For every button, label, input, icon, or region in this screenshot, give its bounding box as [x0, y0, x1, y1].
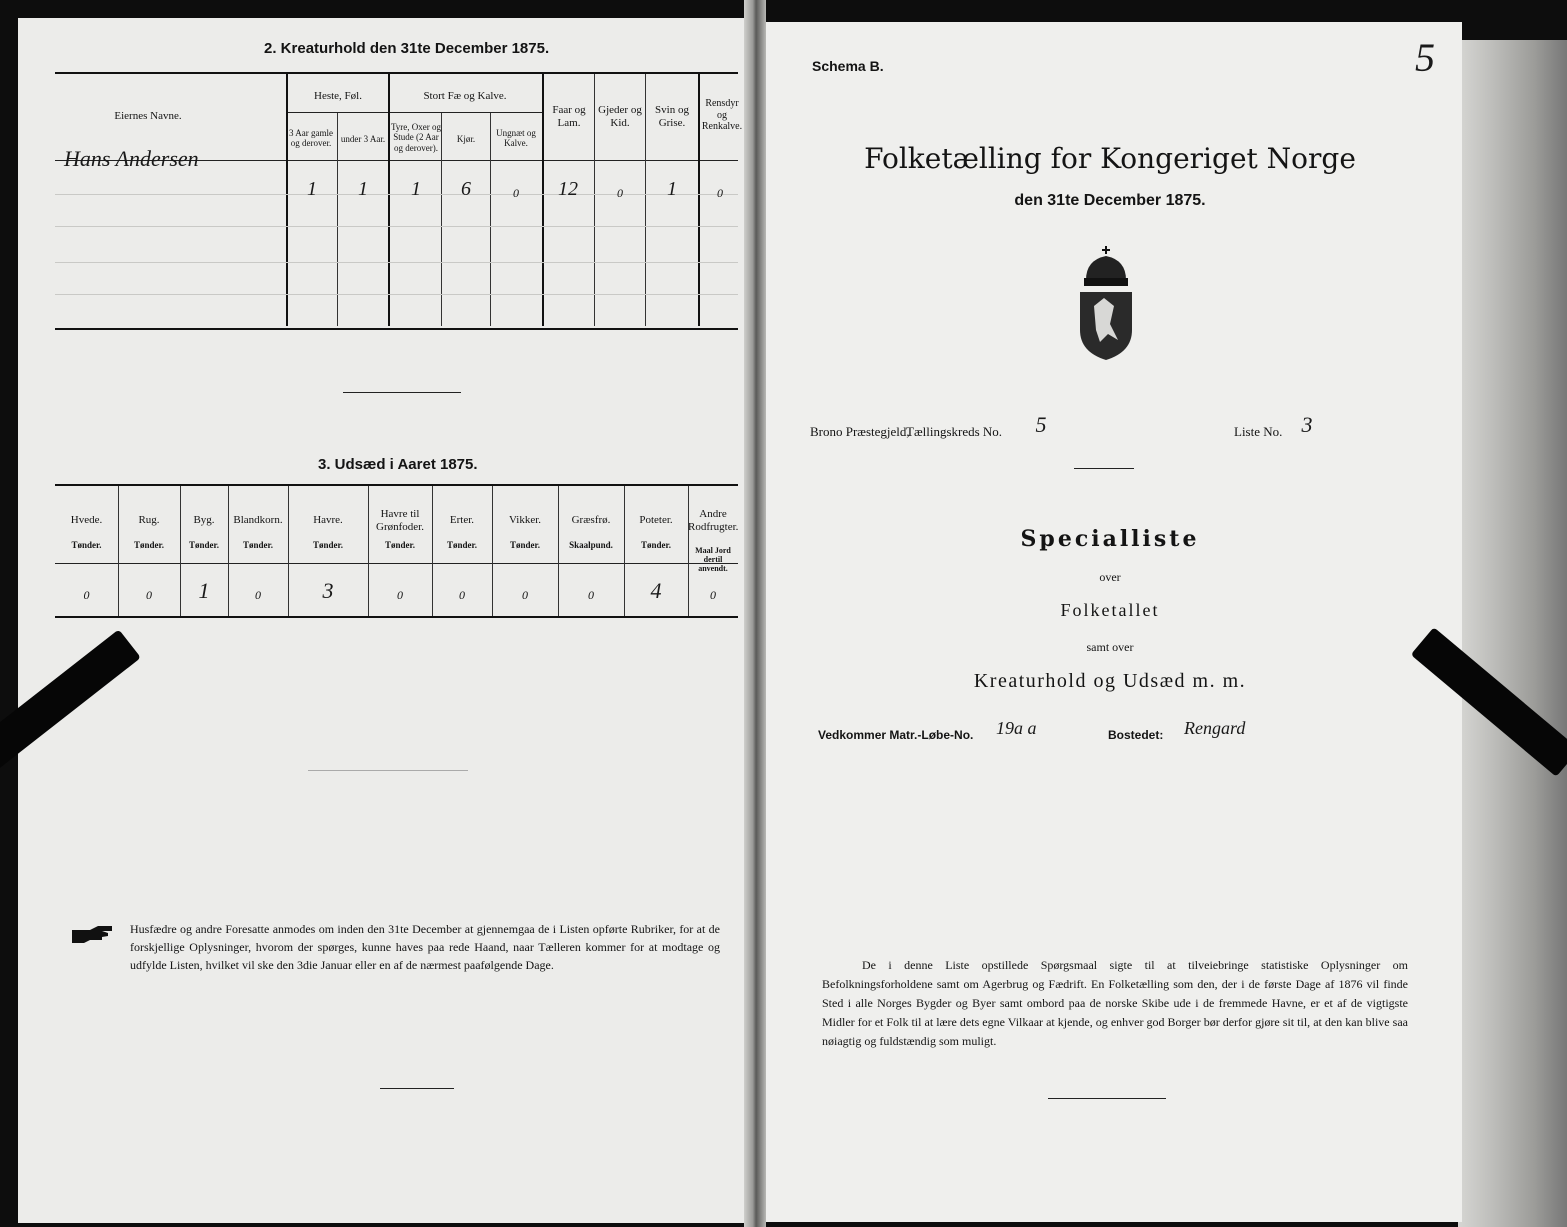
main-title: Folketælling for Kongeriget Norge: [864, 142, 1356, 175]
horses-header: Heste, Føl.: [314, 90, 362, 102]
owner-name: Hans Andersen: [64, 146, 199, 171]
row-rule: [55, 294, 738, 295]
section3-title: 3. Udsæd i Aaret 1875.: [318, 456, 478, 473]
right-page: [760, 22, 1462, 1222]
row-rule: [55, 226, 738, 227]
value-oxen: 1: [411, 178, 421, 200]
col-rule: [624, 486, 625, 616]
goats-header: Gjeder og Kid.: [598, 104, 642, 129]
crop-unit: Tønder.: [313, 540, 343, 550]
crop-value: 0: [83, 588, 90, 602]
district-label: Tællingskreds No.: [906, 424, 1003, 439]
crop-unit: Maal Jord dertil anvendt.: [695, 546, 731, 574]
crop-unit: Tønder.: [243, 540, 273, 550]
col-rule: [388, 74, 390, 326]
col-rule: [180, 486, 181, 616]
separator: [308, 770, 468, 771]
date-line: den 31te December 1875.: [1014, 192, 1206, 209]
value-reindeer: 0: [717, 186, 723, 200]
col-rule: [558, 486, 559, 616]
crop-unit: Tønder.: [189, 540, 219, 550]
crop-unit: Skaalpund.: [569, 540, 613, 550]
crop-header: Vikker.: [508, 514, 542, 526]
crop-unit: Tønder.: [510, 540, 540, 550]
notice-text: Husfædre og andre Foresatte anmodes om inden den 31te December at gjennemgaa de i Listen opførte Rubriker, for at de forskjellige Oplysninger, hvorom der spørges, kunne haves paa rede Haand, naar Tælleren kommer for at modtage og udfylde Listen, hvilket vil ske den 3die Januar eller en af de nærmest paafølgende Dage.: [130, 922, 720, 972]
col-rule: [542, 74, 544, 326]
table3-top-rule: [55, 484, 738, 486]
matr-value: 19a a: [996, 718, 1037, 738]
pigs-header: Svin og Grise.: [655, 104, 689, 129]
section2-title: 2. Kreaturhold den 31te December 1875.: [264, 40, 550, 57]
separator: [1048, 1098, 1166, 1099]
crop-value: 0: [459, 588, 465, 602]
crop-header: Græsfrø.: [571, 514, 611, 526]
left-page: [18, 18, 750, 1223]
crop-value: 0: [710, 588, 716, 602]
sheep-header: Faar og Lam.: [552, 104, 586, 129]
reindeer-header: Rensdyr og Renkalve.: [701, 98, 743, 132]
col-rule: [288, 486, 289, 616]
separator: [380, 1088, 454, 1089]
col-rule: [492, 486, 493, 616]
matr-label: Vedkommer Matr.-Løbe-No.: [818, 728, 974, 742]
subheader-rule: [288, 112, 542, 113]
cattle-header: Stort Fæ og Kalve.: [423, 90, 507, 102]
district-number: 5: [1035, 412, 1047, 437]
col-rule: [688, 486, 689, 616]
pointing-hand-icon: [70, 924, 116, 944]
separator: [343, 392, 461, 393]
col-rule: [594, 74, 595, 326]
value-goats: 0: [617, 186, 623, 200]
kreatur-line: Kreaturhold og Udsæd m. m.: [973, 670, 1247, 692]
cattle-cows-header: Kjør.: [456, 134, 476, 144]
crop-value: 3: [322, 578, 334, 603]
book-gutter: [744, 0, 766, 1227]
table3-bottom-rule: [55, 616, 738, 618]
crop-header: Havre til Grønfoder.: [376, 508, 424, 533]
bosted-label: Bostedet:: [1108, 728, 1164, 742]
crop-value: 0: [522, 588, 528, 602]
parish-label: Brono Præstegjeld,: [810, 424, 910, 439]
crop-value: 1: [198, 578, 210, 603]
crop-value: 0: [146, 588, 152, 602]
crop-header: Rug.: [138, 514, 160, 526]
folketallet: Folketallet: [1060, 600, 1160, 620]
value-cows: 6: [461, 178, 471, 200]
crop-header: Havre.: [313, 514, 343, 526]
col-rule: [228, 486, 229, 616]
crop-unit: Tønder.: [385, 540, 415, 550]
value-horses-3plus: 1: [307, 178, 317, 200]
crop-header: Andre Rodfrugter.: [688, 508, 739, 533]
crop-value: 0: [255, 588, 261, 602]
col-rule: [432, 486, 433, 616]
list-number: 3: [1301, 412, 1313, 437]
bosted-value: Rengard: [1184, 718, 1246, 738]
table-top-rule: [55, 72, 738, 74]
col-rule: [118, 486, 119, 616]
col-rule: [645, 74, 646, 326]
horses-under3-header: under 3 Aar.: [340, 134, 386, 144]
cattle-oxen-header: Tyre, Oxer og Stude (2 Aar og derover).: [390, 122, 442, 153]
separator: [1074, 468, 1134, 469]
crop-header: Blandkorn.: [233, 514, 283, 526]
horses-3plus-header: 3 Aar gamle og derover.: [289, 128, 333, 149]
table-bottom-rule: [55, 328, 738, 330]
crop-value: 0: [588, 588, 594, 602]
crop-unit: Tønder.: [641, 540, 671, 550]
value-horses-under3: 1: [358, 178, 368, 200]
coat-of-arms-icon: [1074, 244, 1138, 362]
crop-header: Poteter.: [639, 514, 673, 526]
col-rule: [286, 74, 288, 326]
table3-header-rule: [55, 563, 738, 564]
crop-header: Erter.: [449, 514, 475, 526]
cattle-young-header: Ungnæt og Kalve.: [496, 128, 536, 149]
crop-value: 0: [397, 588, 403, 602]
book-edge: [1458, 40, 1567, 1227]
crop-unit: Tønder.: [134, 540, 164, 550]
page-number: 5: [1415, 35, 1435, 80]
crop-unit: Tønder.: [71, 540, 102, 550]
owner-header: Eiernes Navne.: [114, 110, 182, 122]
col-rule: [368, 486, 369, 616]
list-label: Liste No.: [1234, 424, 1283, 439]
col-rule: [698, 74, 700, 326]
over-1: over: [1099, 570, 1121, 584]
samt-over: samt over: [1086, 640, 1134, 654]
crop-value: 4: [650, 578, 662, 603]
value-sheep: 12: [558, 178, 578, 200]
value-pigs: 1: [667, 178, 677, 200]
schema-label: Schema B.: [812, 58, 884, 74]
crop-header: Byg.: [193, 514, 215, 526]
special-title: Specialliste: [1020, 526, 1200, 552]
row-rule: [55, 262, 738, 263]
value-young-cattle: 0: [513, 186, 519, 200]
crop-header: Hvede.: [70, 514, 103, 526]
explanation-text: De i denne Liste opstillede Spørgsmaal sigte til at tilveiebringe statistiske Oplysninger om Befolkningsforholdene samt om Agerbrug og Fædrift. En Folketælling som den, der i de første Dage af 1876 vil finde Sted i alle Norges Bygder og Byer samt ombord paa de norske Skibe ude i de fremmede Havne, er et af de vigtigste Midler for et Folk til at lære dets egne Vilkaar at kjende, og enhver god Borger bør derfor gjøre sit til, at den kan blive saa nøiagtig og fuldstændig som muligt.: [822, 958, 1408, 1048]
crop-unit: Tønder.: [447, 540, 477, 550]
